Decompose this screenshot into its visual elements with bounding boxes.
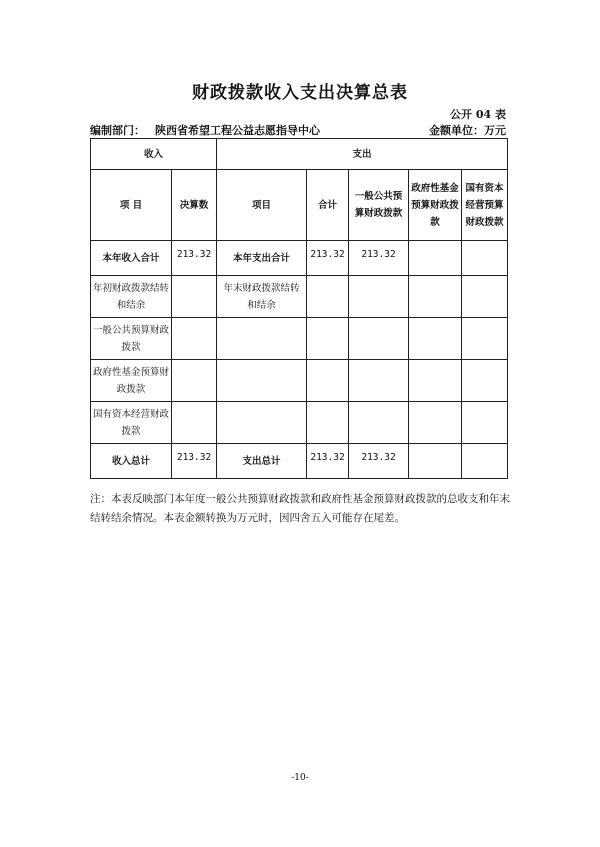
expense-total: 213.32 bbox=[307, 444, 349, 479]
col-header-item: 项 目 bbox=[91, 170, 172, 241]
table-row bbox=[91, 318, 508, 360]
expense-gov-fund bbox=[409, 360, 462, 402]
table-row bbox=[91, 402, 508, 444]
expense-state-capital bbox=[462, 360, 508, 402]
income-value bbox=[172, 402, 217, 444]
expense-total bbox=[307, 276, 349, 318]
expense-item bbox=[217, 318, 307, 360]
expense-general: 213.32 bbox=[349, 444, 409, 479]
col-header-final: 决算数 bbox=[172, 170, 217, 241]
expense-general bbox=[349, 402, 409, 444]
budget-table bbox=[90, 138, 508, 479]
expense-item bbox=[217, 360, 307, 402]
income-value bbox=[172, 318, 217, 360]
expense-state-capital bbox=[462, 318, 508, 360]
expense-item: 本年支出合计 bbox=[217, 241, 307, 276]
col-header-total: 合计 bbox=[307, 170, 349, 241]
col-header-state-capital: 国有资本经营预算财政拨款 bbox=[462, 170, 508, 241]
expense-state-capital bbox=[462, 276, 508, 318]
income-section-header: 收入 bbox=[91, 139, 217, 170]
table-row bbox=[91, 444, 508, 479]
table-row bbox=[91, 241, 508, 276]
table-footnote: 注：本表反映部门本年度一般公共预算财政拨款和政府性基金预算财政拨款的总收支和年末结转结余情况。本表金额转换为万元时，因四舍五入可能存在尾差。 bbox=[90, 493, 510, 524]
income-item: 收入总计 bbox=[91, 444, 172, 479]
col-header-item2: 项目 bbox=[217, 170, 307, 241]
income-item: 国有资本经营财政拨款 bbox=[91, 402, 172, 444]
expense-gov-fund bbox=[409, 241, 462, 276]
expense-state-capital bbox=[462, 444, 508, 479]
department-name: 陕西省希望工程公益志愿指导中心 bbox=[155, 124, 320, 137]
expense-total bbox=[307, 360, 349, 402]
expense-general: 213.32 bbox=[349, 241, 409, 276]
col-header-general-budget: 一般公共预算财政拨款 bbox=[349, 170, 409, 241]
income-item: 本年收入合计 bbox=[91, 241, 172, 276]
expense-total bbox=[307, 318, 349, 360]
expense-section-header: 支出 bbox=[217, 139, 508, 170]
expense-item: 支出总计 bbox=[217, 444, 307, 479]
col-header-gov-fund: 政府性基金预算财政拨款 bbox=[409, 170, 462, 241]
income-item: 年初财政拨款结转和结余 bbox=[91, 276, 172, 318]
table-column-header-row bbox=[91, 170, 508, 241]
expense-item bbox=[217, 402, 307, 444]
document-title: 财政拨款收入支出决算总表 bbox=[192, 83, 408, 103]
expense-total: 213.32 bbox=[307, 241, 349, 276]
department-label: 编制部门： bbox=[90, 124, 145, 137]
expense-gov-fund bbox=[409, 318, 462, 360]
income-item: 政府性基金预算财政拨款 bbox=[91, 360, 172, 402]
expense-item: 年末财政拨款结转和结余 bbox=[217, 276, 307, 318]
expense-general bbox=[349, 318, 409, 360]
table-row bbox=[91, 360, 508, 402]
expense-gov-fund bbox=[409, 402, 462, 444]
expense-state-capital bbox=[462, 402, 508, 444]
expense-gov-fund bbox=[409, 444, 462, 479]
expense-general bbox=[349, 360, 409, 402]
table-section-header-row bbox=[91, 139, 508, 170]
expense-state-capital bbox=[462, 241, 508, 276]
amount-unit: 金额单位：万元 bbox=[429, 124, 506, 137]
income-value bbox=[172, 360, 217, 402]
form-number: 公开 04 表 bbox=[450, 108, 506, 121]
table-row bbox=[91, 276, 508, 318]
income-value: 213.32 bbox=[172, 444, 217, 479]
income-value: 213.32 bbox=[172, 241, 217, 276]
expense-total bbox=[307, 402, 349, 444]
expense-general bbox=[349, 276, 409, 318]
income-value bbox=[172, 276, 217, 318]
department-line bbox=[90, 122, 320, 138]
page-number: -10- bbox=[291, 773, 309, 783]
expense-gov-fund bbox=[409, 276, 462, 318]
income-item: 一般公共预算财政拨款 bbox=[91, 318, 172, 360]
